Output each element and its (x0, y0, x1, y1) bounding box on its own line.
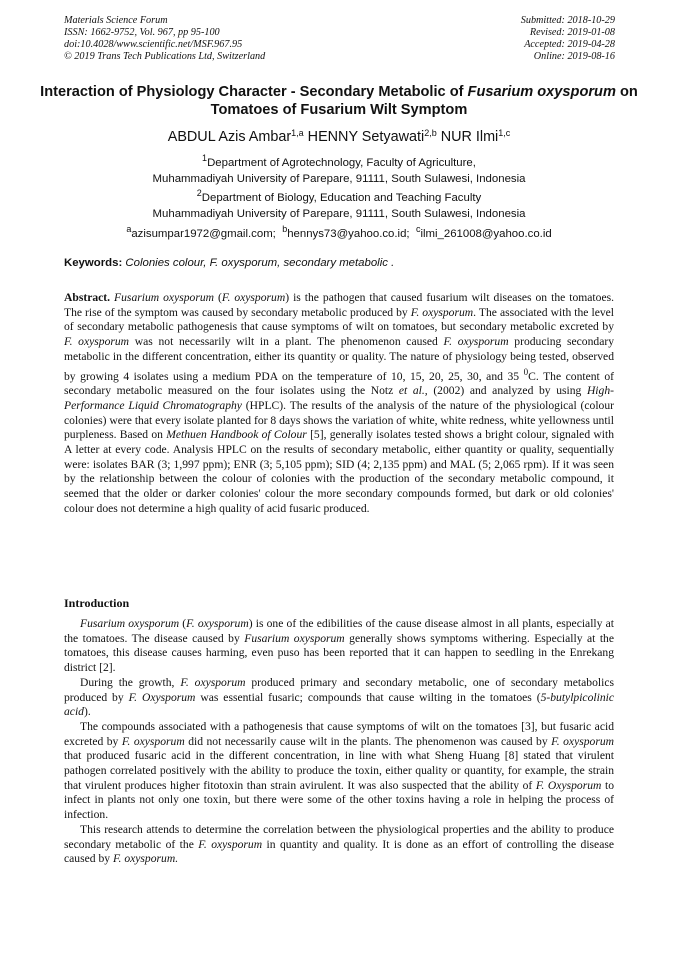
abstract-label: Abstract. (64, 291, 111, 304)
abstract-text: producing secondary metabolic in the different concentration, either its quantity or quality. The nature of physiology being tested, observed by growing 4 isolates using a medium PDA on the temperature of 10, 15, 20, 25, 30, and 35 (64, 335, 614, 383)
paragraph-text: ) is one of the edibilities of the cause disease almost in all plants, especially at the tomatoes. The disease caused by (64, 617, 614, 645)
paragraph-text: F. oxysporum (186, 617, 249, 630)
abstract-text: Fusarium oxysporum (114, 291, 214, 304)
paragraph-text: produced primary and secondary metabolic, one of secondary metabolics produced by (64, 675, 614, 704)
affiliation-1 (40, 150, 638, 187)
journal-header-left (64, 15, 265, 63)
affiliation-line: Department of Agrotechnology, Faculty of Agriculture, (207, 157, 476, 169)
keywords-label: Keywords: (64, 257, 123, 269)
abstract-text: High-Performance Liquid Chromatography (64, 384, 614, 412)
paragraph-text: was essential fusaric; compounds that cause wilting in the tomatoes ( (195, 690, 541, 704)
degree-sup: 0 (523, 366, 529, 377)
email-address[interactable]: ilmi_261008@yahoo.co.id (420, 228, 552, 240)
email-address[interactable]: hennys73@yahoo.co.id; (287, 228, 410, 240)
online-date: Online: 2019-08-16 (533, 51, 615, 62)
paragraph-text: Fusarium oxysporum (244, 631, 345, 645)
journal-name: Materials Science Forum (64, 15, 168, 26)
title-species: Fusarium oxysporum (467, 84, 616, 100)
abstract-text: Methuen Handbook of Colour (166, 428, 307, 442)
accepted-date: Accepted: 2019-04-28 (524, 39, 615, 50)
paragraph-text: During the growth, (80, 675, 181, 689)
paragraph-text: 5-butylpicolinic acid (64, 690, 614, 719)
issn-line: ISSN: 1662-9752, Vol. 967, pp 95-100 (64, 27, 220, 38)
author-sup: 1,c (498, 128, 511, 138)
paragraph-text: ). (83, 705, 91, 719)
paragraph-text: ( (179, 617, 187, 630)
paragraph-text: to infect in plants not only one toxin, but there were some of the other toxins having a role in helping the process of infection. (64, 778, 614, 822)
abstract-text: F. oxysporum (410, 305, 474, 319)
paragraph-text: F. oxysporum (180, 675, 246, 689)
affiliation-line: Muhammadiyah University of Parepare, 91111, South Sulawesi, Indonesia (152, 173, 526, 185)
affiliation-line: Department of Biology, Education and Teaching Faculty (201, 192, 482, 204)
affiliation-sup: 2 (196, 188, 202, 198)
paper-title (40, 83, 638, 119)
author-name: HENNY Setyawati (307, 129, 425, 145)
paragraph (64, 617, 614, 676)
abstract-text: ( (214, 291, 222, 304)
paragraph-text: F. Oxysporum (128, 690, 196, 704)
introduction-body (64, 617, 614, 867)
abstract-text: F. oxysporum (221, 291, 286, 304)
paragraph-text: Fusarium oxysporum (80, 617, 180, 630)
email-list (40, 222, 638, 241)
abstract-text: was not necessarily wilt in a plant. The phenomenon caused (129, 335, 444, 349)
email-sup: c (415, 224, 421, 234)
author-list (40, 124, 638, 146)
paragraph-text: F. oxysporum. (112, 852, 179, 866)
paragraph-text: F. Oxysporum (535, 778, 602, 792)
abstract-text: (2002) and analyzed by using (427, 384, 587, 398)
paragraph-text: did not necessarily cause wilt in the plants. The phenomenon was caused by (184, 734, 552, 748)
paragraph-text: F. oxysporum (551, 734, 615, 748)
author-name: NUR Ilmi (440, 129, 499, 145)
title-part-2: on Tomatoes of Fusarium Wilt Symptom (210, 84, 638, 118)
paragraph (64, 823, 614, 867)
affiliation-line: Muhammadiyah University of Parepare, 91111, South Sulawesi, Indonesia (152, 208, 526, 220)
affiliation-sup: 1 (202, 153, 208, 163)
paragraph-text: This research attends to determine the correlation between the physiological properties and the ability to produce secondary metabolic of the (64, 822, 614, 851)
abstract-text: F. oxysporum (64, 335, 130, 349)
abstract-text: C. The content of secondary metabolic measured on the four isolates using the Notz (64, 369, 614, 398)
affiliation-2 (40, 185, 638, 222)
paragraph-text: generally shows symptoms withering. Especially at the tomatoes, this disease causes harming, even puso has been reported that it can happen to seedling in the Enrekang district [2]. (64, 631, 614, 675)
doi-line: doi:10.4028/www.scientific.net/MSF.967.95 (64, 39, 243, 50)
abstract-text: ) is the pathogen that caused fusarium wilt diseases on the tomatoes. The rise of the symptom was caused by secondary metabolic produced by (64, 291, 614, 319)
copyright-line: © 2019 Trans Tech Publications Ltd, Switzerland (64, 51, 266, 62)
abstract-text: (HPLC). The results of the analysis of the nature of the physiological (colour colonies) were that every isolate planted for 8 days shows the variation of white, white redness, white yellowness until purpleness. Based on (64, 398, 615, 442)
author-sup: 2,b (424, 128, 437, 138)
section-heading-introduction: Introduction (64, 596, 130, 610)
keywords-text: Colonies colour, F. oxysporum, secondary metabolic . (125, 257, 395, 269)
abstract-text: [5], generally isolates tested shows a bright colour, signaled with A letter at every code. Analysis HPLC on the results of secondary metabolic, either quantity or quality, sequentially were: isolates BAR (3; 1,997 ppm); ENR (3; 5,105 ppm); SID (4; 2,135 ppm) and MAL (5; 2,065 rpm). If it was seen by the relationship between the colour of colonies with the production of the secondary metabolic compound, it seemed that the older or darker colonies' colour the more secondary compounds formed, but dark or old colonies' colour does not determine a high quality of acid fusaric produced. (64, 428, 615, 515)
author-name: ABDUL Azis Ambar (167, 129, 292, 145)
paragraph-text: F. oxysporum (121, 734, 185, 748)
keywords (64, 256, 616, 270)
submitted-date: Submitted: 2018-10-29 (520, 15, 615, 26)
abstract-text: . The associated with the level of secondary metabolic pathogenesis that cause symptoms of wilt on tomatoes, but secondary metabolic excreted by (64, 305, 615, 334)
email-sup: b (282, 224, 288, 234)
paragraph-text: F. oxysporum (198, 837, 263, 851)
paragraph-text: that produced fusaric acid in the different concentration, in line with what Sheng Huang [8] stated that virulent pathogen correlated positively with the ability to produce the toxin, either quality or quantity, for example, the strain that virulent produces higher fitotoxin than strain avirulent. It was also suspected that the ability of (64, 749, 614, 792)
paragraph-text: The compounds associated with a pathogenesis that cause symptoms of wilt on the tomatoes [3], but fusaric acid excreted by (64, 719, 614, 748)
title-part-1: Interaction of Physiology Character - Secondary Metabolic of (40, 84, 468, 100)
abstract (64, 291, 614, 517)
revised-date: Revised: 2019-01-08 (529, 27, 615, 38)
email-sup: a (126, 224, 132, 234)
paragraph (64, 720, 614, 823)
journal-header-right (521, 15, 615, 63)
abstract-text: et al., (398, 384, 428, 398)
paragraph-text: in quantity and quality. It is done as an effort of controlling the disease caused by (64, 837, 615, 866)
abstract-text: F. oxysporum (443, 335, 509, 349)
author-sup: 1,a (291, 128, 304, 138)
paragraph (64, 676, 614, 720)
email-address[interactable]: azisumpar1972@gmail.com; (131, 228, 276, 240)
